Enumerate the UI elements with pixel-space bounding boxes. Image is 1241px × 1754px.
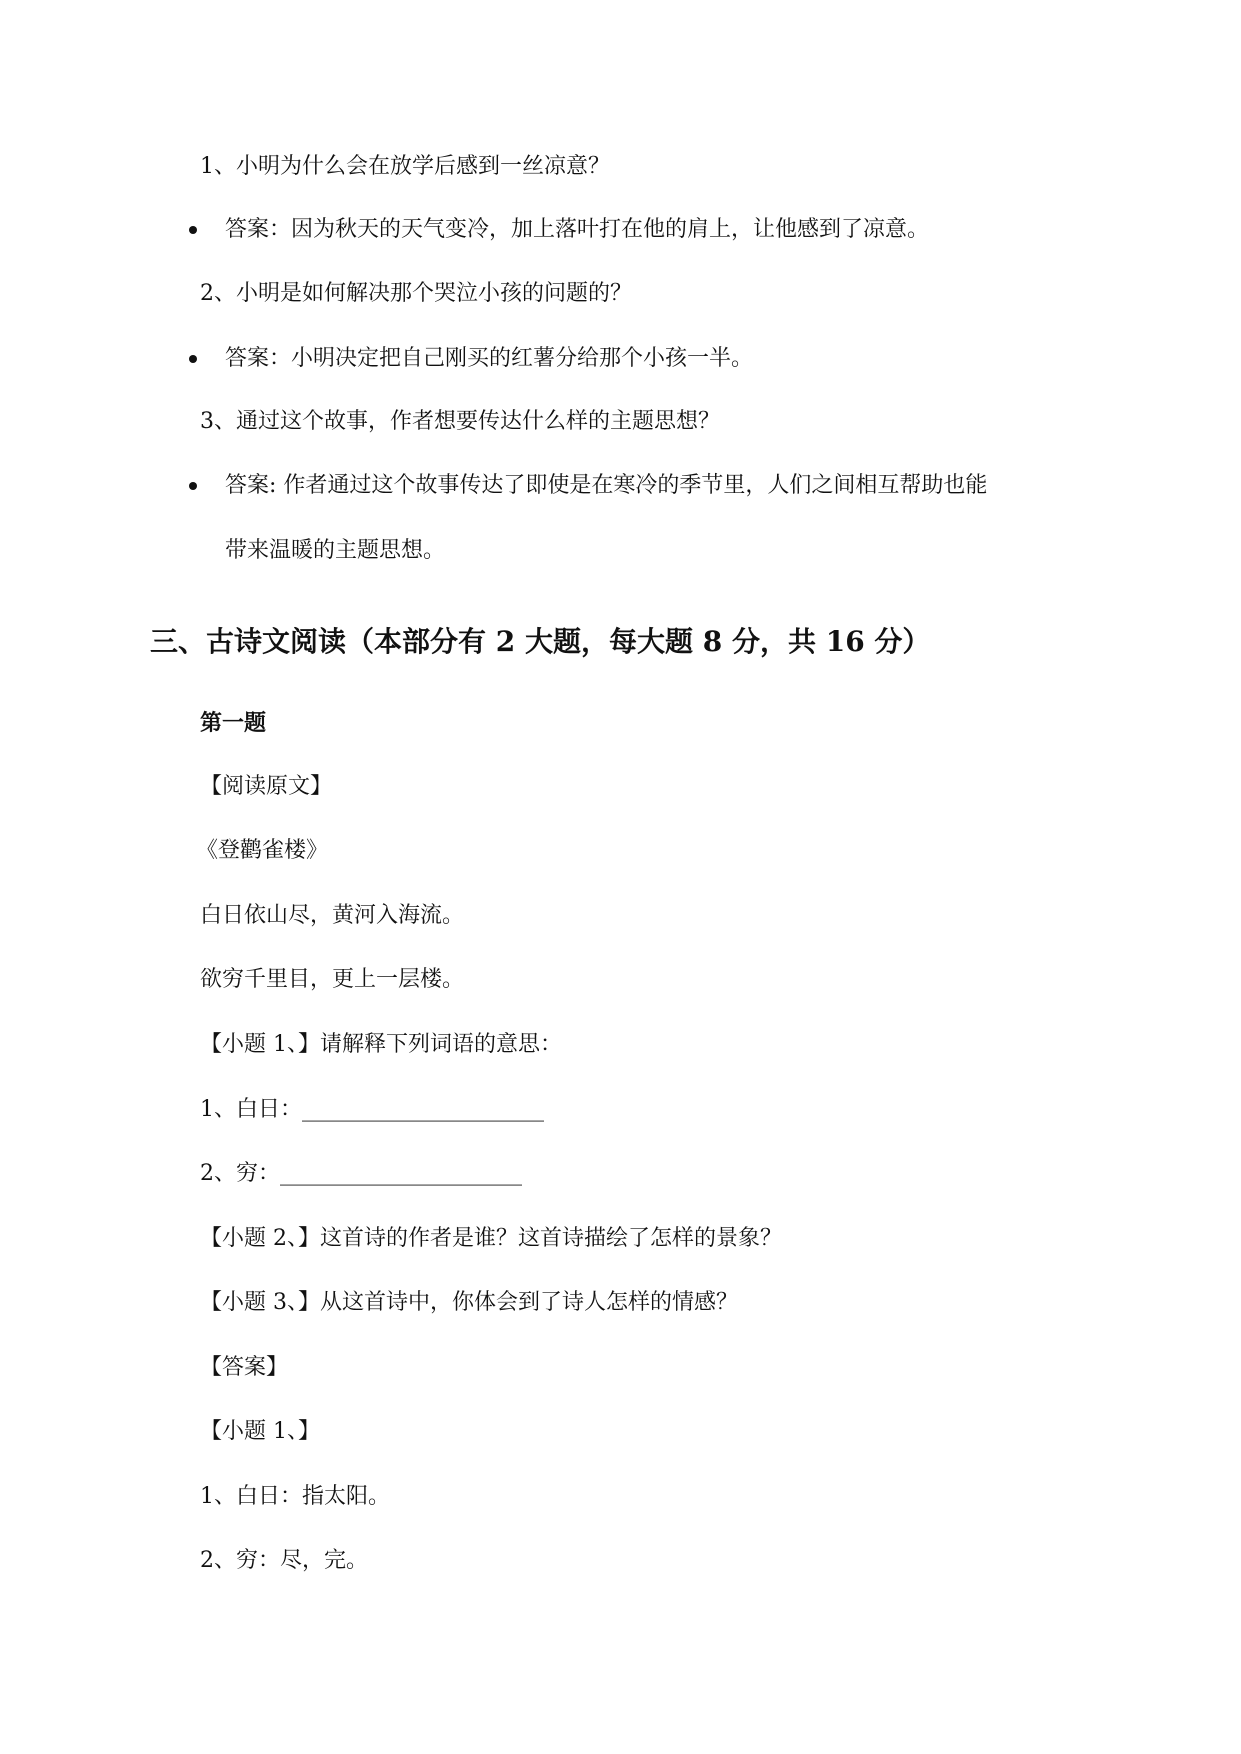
answer-item-1: 1、白日：指太阳。 bbox=[200, 1484, 390, 1509]
sub-question-1: 【小题 1、】请解释下列词语的意思： bbox=[200, 1032, 562, 1057]
read-original-label: 【阅读原文】 bbox=[200, 774, 333, 799]
answer-2: 答案：小明决定把自己刚买的红薯分给那个小孩一半。 bbox=[225, 346, 754, 371]
answer-item-2: 2、穷：尽，完。 bbox=[200, 1548, 368, 1573]
question-2: 2、小明是如何解决那个哭泣小孩的问题的？ bbox=[200, 281, 632, 306]
question-1: 1、小明为什么会在放学后感到一丝凉意？ bbox=[200, 154, 610, 179]
bullet-icon bbox=[189, 226, 197, 234]
bullet-icon bbox=[189, 355, 197, 363]
sub-question-2: 【小题 2、】这首诗的作者是谁？这首诗描绘了怎样的景象？ bbox=[200, 1226, 782, 1251]
sub-question-3: 【小题 3、】从这首诗中，你体会到了诗人怎样的情感？ bbox=[200, 1290, 738, 1315]
poem-line-1: 白日依山尽，黄河入海流。 bbox=[200, 903, 465, 928]
poem-title: 《登鹳雀楼》 bbox=[196, 838, 329, 863]
answer-1: 答案：因为秋天的天气变冷，加上落叶打在他的肩上，让他感到了凉意。 bbox=[225, 217, 930, 242]
question-3: 3、通过这个故事，作者想要传达什么样的主题思想？ bbox=[200, 409, 720, 434]
blank-1: 1、白日：______________________ bbox=[200, 1097, 544, 1122]
answer-3-line-1: 答案: 作者通过这个故事传达了即使是在寒冷的季节里，人们之间相互帮助也能 bbox=[225, 473, 988, 498]
answer-3-line-2: 带来温暖的主题思想。 bbox=[225, 538, 446, 563]
problem-title: 第一题 bbox=[200, 710, 267, 736]
answer-sub-1-label: 【小题 1、】 bbox=[200, 1419, 320, 1444]
poem-line-2: 欲穷千里目，更上一层楼。 bbox=[200, 967, 465, 992]
blank-2: 2、穷：______________________ bbox=[200, 1161, 522, 1186]
section-heading: 三、古诗文阅读（本部分有 2 大题，每大题 8 分，共 16 分） bbox=[150, 625, 931, 658]
answer-label: 【答案】 bbox=[200, 1355, 289, 1380]
bullet-icon bbox=[189, 482, 197, 490]
